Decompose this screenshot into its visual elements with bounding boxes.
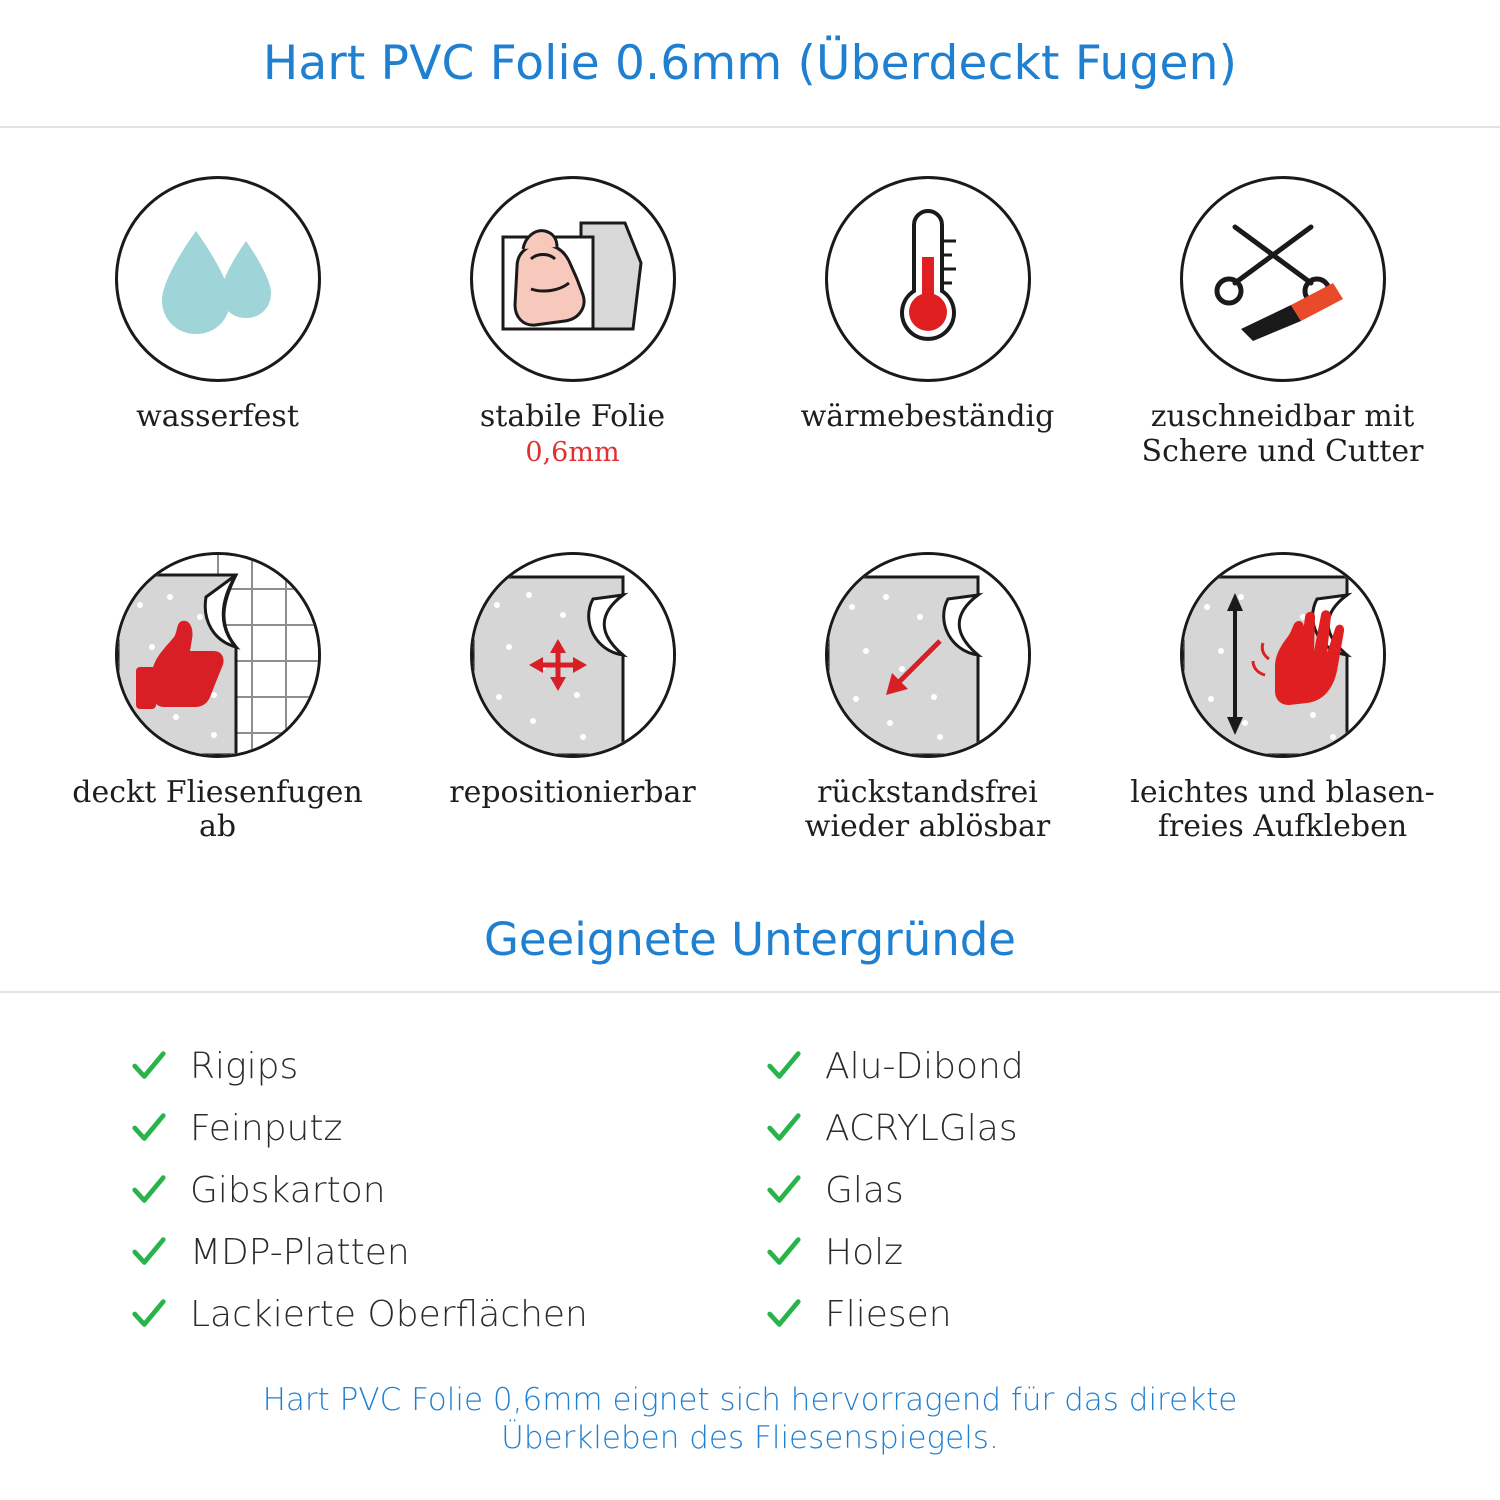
surface-label: Lackierte Oberflächen: [190, 1293, 588, 1335]
feature-rueckstandsfrei: [750, 552, 1105, 846]
feature-label: leichtes und blasen- freies Aufkleben: [1130, 774, 1435, 845]
thumbs-up-tile-grid-icon: [118, 555, 318, 755]
check-icon: [765, 1047, 803, 1085]
footer-line-1: Hart PVC Folie 0,6mm eignet sich hervorragend für das direkte: [262, 1381, 1238, 1418]
sub-header: [0, 887, 1500, 993]
list-item: [765, 1283, 1380, 1345]
list-item: [130, 1221, 745, 1283]
list-item: [765, 1221, 1380, 1283]
feature-leichtes-aufkleben: [1105, 552, 1460, 846]
check-icon: [765, 1295, 803, 1333]
check-icon: [130, 1295, 168, 1333]
header: [0, 0, 1500, 128]
feature-label: rückstandsfrei wieder ablösbar: [804, 774, 1051, 845]
feature-deckt-fliesenfugen: [40, 552, 395, 846]
footer-note: [0, 1381, 1500, 1459]
list-item: [765, 1159, 1380, 1221]
feature-icon-circle: [1180, 552, 1386, 758]
hand-smoothing-icon: [1183, 555, 1383, 755]
surface-label: Gibskarton: [190, 1169, 386, 1211]
feature-repositionierbar: [395, 552, 750, 846]
surface-label: MDP-Platten: [190, 1231, 410, 1273]
list-item: [765, 1035, 1380, 1097]
list-item: [130, 1097, 745, 1159]
feature-label: repositionierbar: [449, 774, 696, 810]
feature-stabile-folie: [395, 176, 750, 470]
surface-label: Glas: [825, 1169, 904, 1211]
cutter-knife: [1241, 283, 1343, 341]
feature-label: stabile Folie: [479, 399, 666, 434]
feature-label: wasserfest: [136, 399, 299, 434]
feature-icon-circle: [1180, 176, 1386, 382]
feature-grid-row-2: [0, 504, 1500, 846]
scissors-cutter-icon: [1183, 179, 1383, 379]
feature-zuschneidbar: [1105, 176, 1460, 470]
list-item: [130, 1035, 745, 1097]
feature-waermebestaendig: [750, 176, 1105, 470]
surface-label: Rigips: [190, 1045, 299, 1087]
peel-off-arrow-icon: [828, 555, 1028, 755]
feature-icon-circle: [115, 176, 321, 382]
list-item: [130, 1283, 745, 1345]
feature-icon-circle: [825, 176, 1031, 382]
check-icon: [130, 1047, 168, 1085]
sub-header-title: Geeignete Untergründe: [483, 912, 1016, 966]
surface-label: Alu-Dibond: [825, 1045, 1024, 1087]
feature-label: deckt Fliesenfugen ab: [72, 774, 363, 845]
feature-sublabel: 0,6mm: [525, 436, 620, 468]
feature-icon-circle: [470, 176, 676, 382]
list-item: [765, 1097, 1380, 1159]
check-icon: [765, 1171, 803, 1209]
surface-label: Fliesen: [825, 1293, 952, 1335]
surface-label: ACRYLGlas: [825, 1107, 1018, 1149]
feature-icon-circle: [115, 552, 321, 758]
feature-icon-circle: [825, 552, 1031, 758]
page-title: Hart PVC Folie 0.6mm (Überdeckt Fugen): [262, 35, 1238, 91]
feature-label: zuschneidbar mit Schere und Cutter: [1141, 399, 1424, 469]
feature-wasserfest: [40, 176, 395, 470]
footer-line-2: Überkleben des Fliesenspiegels.: [501, 1420, 999, 1457]
thermometer-icon: [828, 179, 1028, 379]
check-icon: [130, 1233, 168, 1271]
check-icon: [130, 1171, 168, 1209]
check-icon: [130, 1109, 168, 1147]
surfaces-list: [0, 993, 1500, 1345]
flexing-arm-film-icon: [473, 179, 673, 379]
feature-label: wärmebeständig: [800, 399, 1055, 434]
feature-icon-circle: [470, 552, 676, 758]
surfaces-column-right: [765, 1035, 1380, 1345]
check-icon: [765, 1233, 803, 1271]
water-drops-icon: [118, 179, 318, 379]
four-way-arrow-icon: [473, 555, 673, 755]
list-item: [130, 1159, 745, 1221]
check-icon: [765, 1109, 803, 1147]
surface-label: Holz: [825, 1231, 903, 1273]
feature-grid-row-1: [0, 128, 1500, 470]
surface-label: Feinputz: [190, 1107, 343, 1149]
surfaces-column-left: [130, 1035, 745, 1345]
